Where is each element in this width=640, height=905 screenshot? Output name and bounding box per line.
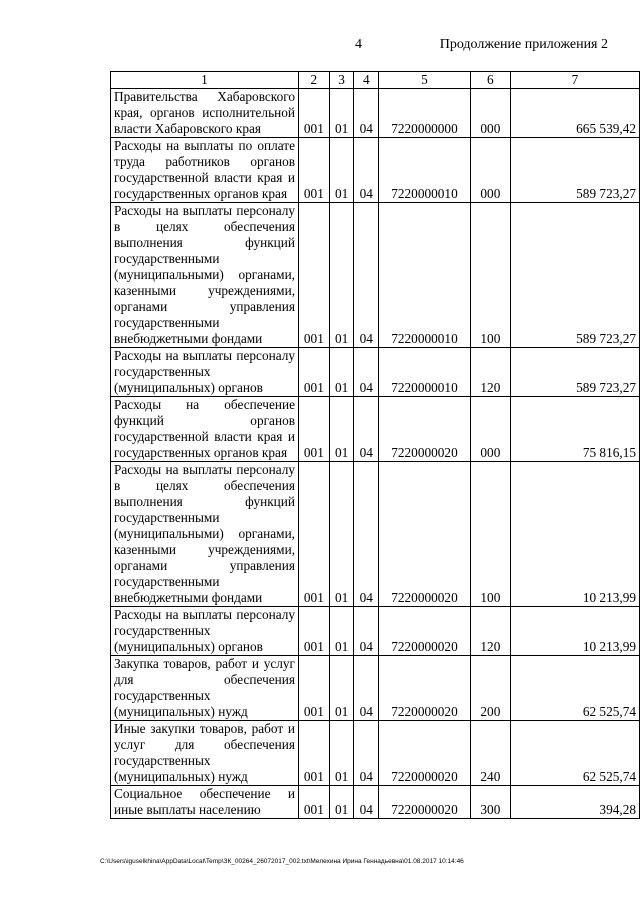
row-amount-cell: 589 723,27 bbox=[510, 348, 639, 397]
row-amount-cell: 75 816,15 bbox=[510, 397, 639, 462]
row-name-cell: Закупка товаров, работ и услуг для обеспечения государственных (муниципальных) нужд bbox=[111, 656, 299, 721]
row-amount-cell: 665 539,42 bbox=[510, 89, 639, 138]
row-amount-cell: 62 525,74 bbox=[510, 721, 639, 786]
row-type-cell: 120 bbox=[470, 348, 510, 397]
row-subsection-cell: 04 bbox=[354, 138, 379, 203]
row-section-cell: 01 bbox=[329, 656, 354, 721]
row-subsection-cell: 04 bbox=[354, 656, 379, 721]
row-subsection-cell: 04 bbox=[354, 203, 379, 348]
row-type-cell: 000 bbox=[470, 89, 510, 138]
row-type-cell: 000 bbox=[470, 397, 510, 462]
table-row bbox=[111, 721, 640, 786]
row-target-cell: 7220000010 bbox=[379, 348, 471, 397]
row-target-cell: 7220000020 bbox=[379, 397, 471, 462]
row-type-cell: 300 bbox=[470, 786, 510, 819]
table-row bbox=[111, 397, 640, 462]
row-code-cell: 001 bbox=[299, 462, 330, 607]
row-amount-cell: 62 525,74 bbox=[510, 656, 639, 721]
page-number: 4 bbox=[355, 37, 362, 52]
row-type-cell: 100 bbox=[470, 462, 510, 607]
row-name-cell: Иные закупки товаров, работ и услуг для обеспечения государственных (муниципальных) нужд bbox=[111, 721, 299, 786]
row-section-cell: 01 bbox=[329, 348, 354, 397]
row-name-cell: Расходы на обеспечение функций органов государственной власти края и государственных органов края bbox=[111, 397, 299, 462]
row-section-cell: 01 bbox=[329, 397, 354, 462]
col-header-1: 1 bbox=[111, 72, 299, 89]
row-section-cell: 01 bbox=[329, 138, 354, 203]
row-amount-cell: 394,28 bbox=[510, 786, 639, 819]
table-row bbox=[111, 348, 640, 397]
row-amount-cell: 10 213,99 bbox=[510, 607, 639, 656]
row-section-cell: 01 bbox=[329, 607, 354, 656]
row-subsection-cell: 04 bbox=[354, 462, 379, 607]
continuation-label: Продолжение приложения 2 bbox=[439, 37, 608, 52]
row-subsection-cell: 04 bbox=[354, 348, 379, 397]
row-section-cell: 01 bbox=[329, 721, 354, 786]
table-header-row bbox=[111, 72, 640, 89]
col-header-6: 6 bbox=[470, 72, 510, 89]
col-header-7: 7 bbox=[510, 72, 639, 89]
row-section-cell: 01 bbox=[329, 462, 354, 607]
row-subsection-cell: 04 bbox=[354, 397, 379, 462]
row-target-cell: 7220000020 bbox=[379, 656, 471, 721]
row-target-cell: 7220000020 bbox=[379, 721, 471, 786]
row-type-cell: 120 bbox=[470, 607, 510, 656]
table-row bbox=[111, 462, 640, 607]
row-amount-cell: 589 723,27 bbox=[510, 138, 639, 203]
row-name-cell: Социальное обеспечение и иные выплаты населению bbox=[111, 786, 299, 819]
row-section-cell: 01 bbox=[329, 89, 354, 138]
table-row bbox=[111, 656, 640, 721]
row-name-cell: Расходы на выплаты персоналу государственных (муниципальных) органов bbox=[111, 607, 299, 656]
row-code-cell: 001 bbox=[299, 607, 330, 656]
row-code-cell: 001 bbox=[299, 348, 330, 397]
row-code-cell: 001 bbox=[299, 138, 330, 203]
budget-table bbox=[110, 71, 640, 819]
table-row bbox=[111, 786, 640, 819]
row-subsection-cell: 04 bbox=[354, 89, 379, 138]
row-target-cell: 7220000020 bbox=[379, 607, 471, 656]
row-name-cell: Расходы на выплаты по оплате труда работников органов государственной власти края и государственных органов края bbox=[111, 138, 299, 203]
table-row bbox=[111, 607, 640, 656]
row-code-cell: 001 bbox=[299, 786, 330, 819]
row-type-cell: 100 bbox=[470, 203, 510, 348]
row-target-cell: 7220000020 bbox=[379, 462, 471, 607]
row-target-cell: 7220000000 bbox=[379, 89, 471, 138]
col-header-2: 2 bbox=[299, 72, 330, 89]
row-type-cell: 240 bbox=[470, 721, 510, 786]
row-code-cell: 001 bbox=[299, 89, 330, 138]
col-header-4: 4 bbox=[354, 72, 379, 89]
row-target-cell: 7220000010 bbox=[379, 203, 471, 348]
row-name-cell: Расходы на выплаты персоналу в целях обеспечения выполнения функций государственными (муниципальными) органами, казенными учреждениями, органами управления государственными внебюджетными фондами bbox=[111, 203, 299, 348]
row-name-cell: Правительства Хабаровского края, органов исполнительной власти Хабаровского края bbox=[111, 89, 299, 138]
row-code-cell: 001 bbox=[299, 721, 330, 786]
col-header-5: 5 bbox=[379, 72, 471, 89]
row-amount-cell: 10 213,99 bbox=[510, 462, 639, 607]
row-type-cell: 000 bbox=[470, 138, 510, 203]
col-header-3: 3 bbox=[329, 72, 354, 89]
row-code-cell: 001 bbox=[299, 656, 330, 721]
row-code-cell: 001 bbox=[299, 397, 330, 462]
file-path-footer: C:\Users\iguselkhina\AppData\Local\Temp\ЗК_00264_26072017_002.txt\Мелехина Ирина Геннадьевна\01.08.2017 10:14:46 bbox=[100, 858, 464, 865]
row-code-cell: 001 bbox=[299, 203, 330, 348]
row-target-cell: 7220000010 bbox=[379, 138, 471, 203]
row-name-cell: Расходы на выплаты персоналу в целях обеспечения выполнения функций государственными (муниципальными) органами, казенными учреждениями, органами управления государственными внебюджетными фондами bbox=[111, 462, 299, 607]
table-row bbox=[111, 138, 640, 203]
row-amount-cell: 589 723,27 bbox=[510, 203, 639, 348]
row-name-cell: Расходы на выплаты персоналу государственных (муниципальных) органов bbox=[111, 348, 299, 397]
row-section-cell: 01 bbox=[329, 203, 354, 348]
table-row bbox=[111, 203, 640, 348]
row-subsection-cell: 04 bbox=[354, 607, 379, 656]
table-row bbox=[111, 89, 640, 138]
row-section-cell: 01 bbox=[329, 786, 354, 819]
row-type-cell: 200 bbox=[470, 656, 510, 721]
row-target-cell: 7220000020 bbox=[379, 786, 471, 819]
row-subsection-cell: 04 bbox=[354, 721, 379, 786]
row-subsection-cell: 04 bbox=[354, 786, 379, 819]
